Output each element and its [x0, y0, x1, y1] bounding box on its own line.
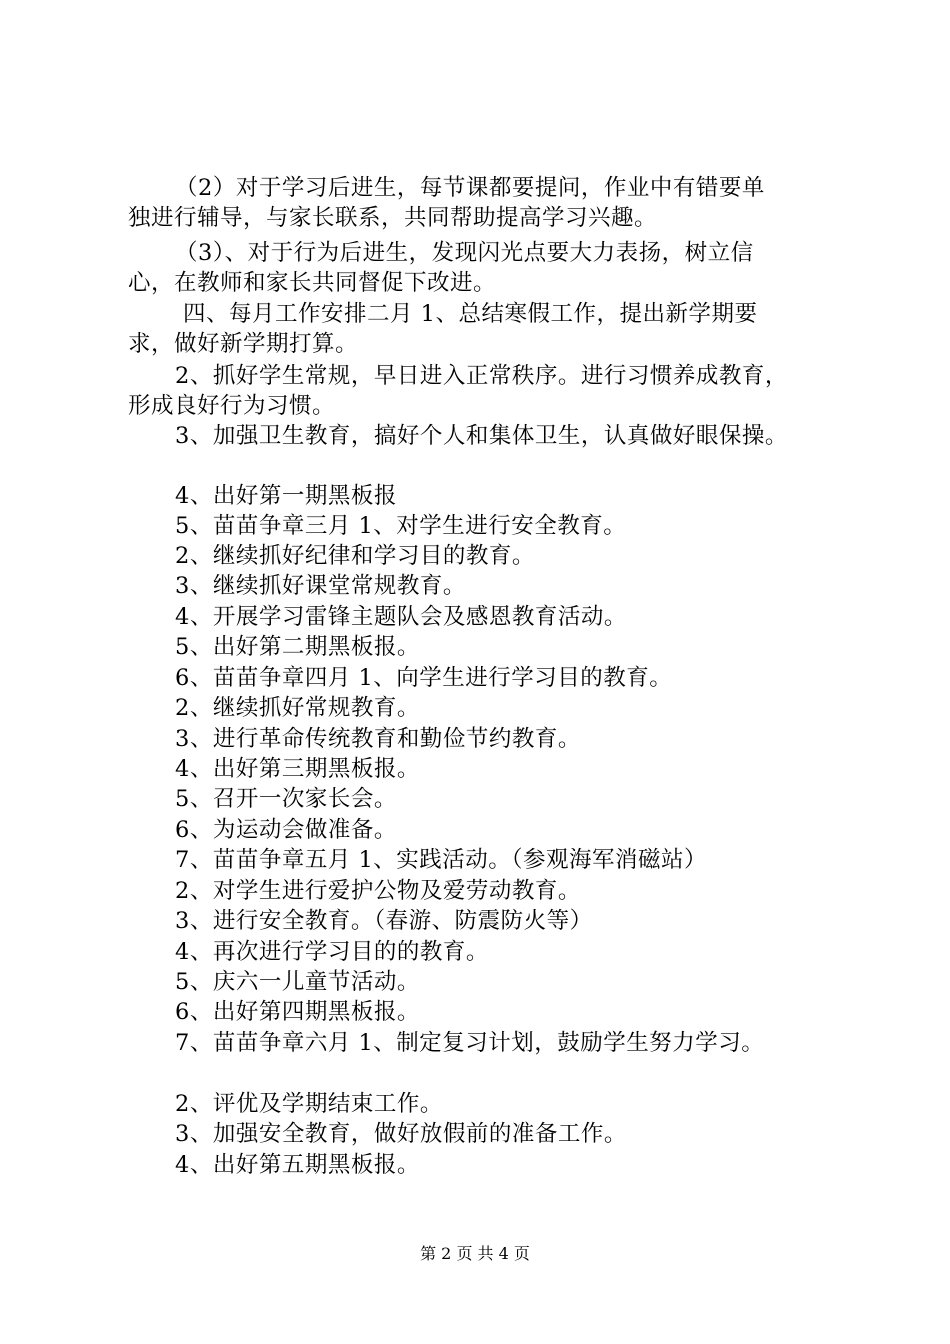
list-item: 2、继续抓好常规教育。 — [175, 695, 420, 721]
list-item: 7、苗苗争章六月 1、制定复习计划，鼓励学生努力学习。 — [175, 1030, 765, 1056]
list-item: 2、继续抓好纪律和学习目的教育。 — [175, 543, 535, 569]
list-item: 5、庆六一儿童节活动。 — [175, 969, 420, 995]
list-item: 4、出好第五期黑板报。 — [175, 1152, 420, 1178]
paragraph-line: 独进行辅导，与家长联系，共同帮助提高学习兴趣。 — [128, 205, 658, 231]
paragraph-line: 3、加强卫生教育，搞好个人和集体卫生，认真做好眼保操。 — [175, 423, 788, 449]
list-item: 6、苗苗争章四月 1、向学生进行学习目的教育。 — [175, 665, 673, 691]
list-item: 5、出好第二期黑板报。 — [175, 634, 420, 660]
page-footer-indicator: 第 2 页 共 4 页 — [420, 1244, 530, 1263]
list-item: 4、出好第一期黑板报 — [175, 483, 397, 509]
list-item: 5、苗苗争章三月 1、对学生进行安全教育。 — [175, 513, 627, 539]
list-item: 3、继续抓好课堂常规教育。 — [175, 573, 466, 599]
list-item: 7、苗苗争章五月 1、实践活动。（参观海军消磁站） — [175, 847, 708, 873]
paragraph-line: 形成良好行为习惯。 — [128, 393, 336, 419]
list-item: 4、再次进行学习目的的教育。 — [175, 939, 489, 965]
list-item: 3、进行安全教育。（春游、防震防火等） — [175, 908, 593, 934]
list-item: 3、加强安全教育，做好放假前的准备工作。 — [175, 1121, 627, 1147]
list-item: 6、出好第四期黑板报。 — [175, 999, 420, 1025]
paragraph-line: 2、抓好学生常规，早日进入正常秩序。进行习惯养成教育， — [175, 363, 788, 389]
list-item: 2、对学生进行爱护公物及爱劳动教育。 — [175, 878, 581, 904]
list-item: 6、为运动会做准备。 — [175, 817, 397, 843]
paragraph-line: 心，在教师和家长共同督促下改进。 — [128, 270, 497, 296]
paragraph-line: 求，做好新学期打算。 — [128, 331, 359, 357]
list-item: 3、进行革命传统教育和勤俭节约教育。 — [175, 726, 581, 752]
list-item: 4、出好第三期黑板报。 — [175, 756, 420, 782]
list-item: 4、开展学习雷锋主题队会及感恩教育活动。 — [175, 604, 627, 630]
paragraph-line: （2）对于学习后进生，每节课都要提问，作业中有错要单 — [175, 175, 765, 201]
list-item: 5、召开一次家长会。 — [175, 786, 397, 812]
paragraph-line: （3）、对于行为后进生，发现闪光点要大力表扬，树立信 — [175, 240, 754, 266]
list-item: 2、评优及学期结束工作。 — [175, 1091, 443, 1117]
paragraph-line: 四、每月工作安排二月 1、总结寒假工作，提出新学期要 — [183, 301, 758, 327]
